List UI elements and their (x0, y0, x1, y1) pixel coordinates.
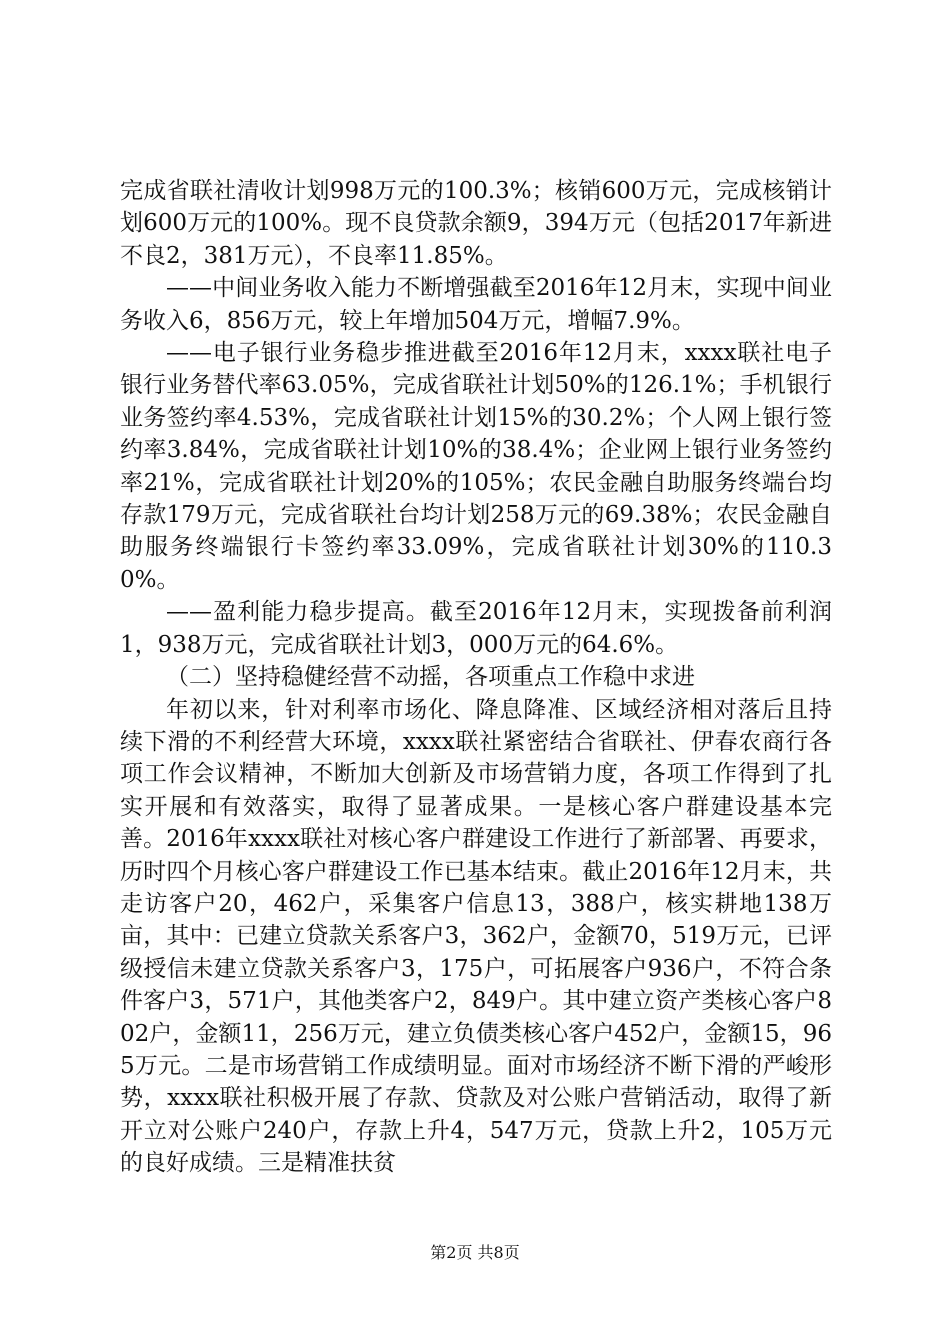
page-number-footer: 第2页 共8页 (430, 1243, 520, 1262)
paragraph-intermediate-business: ——中间业务收入能力不断增强截至2016年12月末，实现中间业务收入6，856万元，较上年增加504万元，增幅7.9%。 (120, 275, 832, 334)
paragraph-key-work: 年初以来，针对利率市场化、降息降准、区域经济相对落后且持续下滑的不利经营大环境，xxxx联社紧密结合省联社、伊春农商行各项工作会议精神，不断加大创新及市场营销力度，各项工作得到了扎实开展和有效落实，取得了显著成果。一是核心客户群建设基本完善。2016年xxxx联社对核心客户群建设工作进行了新部署、再要求，历时四个月核心客户群建设工作已基本结束。截止2016年12月末，共走访客户20，462户，采集客户信息13，388户，核实耕地138万亩，其中：已建立贷款关系客户3，362户，金额70，519万元，已评级授信未建立贷款关系客户3，175户，可拓展客户936户，不符合条件客户3，571户，其他类客户2，849户。其中建立资产类核心客户802户，金额11，256万元，建立负债类核心客户452户，金额15，965万元。二是市场营销工作成绩明显。面对市场经济不断下滑的严峻形势，xxxx联社积极开展了存款、贷款及对公账户营销活动，取得了新开立对公账户240户，存款上升4，547万元，贷款上升2，105万元的良好成绩。三是精准扶贫 (120, 696, 832, 1177)
section-heading: （二）坚持稳健经营不动摇，各项重点工作稳中求进 (166, 664, 695, 691)
document-body (120, 175, 832, 1180)
paragraph-electronic-banking: ——电子银行业务稳步推进截至2016年12月末，xxxx联社电子银行业务替代率63.05%，完成省联社计划50%的126.1%；手机银行业务签约率4.53%，完成省联社计划15%的30.2%；个人网上银行签约率3.84%，完成省联社计划10%的38.4%；企业网上银行业务签约率21%，完成省联社计划20%的105%；农民金融自助服务终端台均存款179万元，完成省联社台均计划258万元的69.38%；农民金融自助服务终端银行卡签约率33.09%，完成省联社计划30%的110.30%。 (120, 340, 832, 593)
paragraph-profitability: ——盈利能力稳步提高。截至2016年12月末，实现拨备前利润1，938万元，完成省联社计划3，000万元的64.6%。 (120, 599, 832, 658)
paragraph-continuation: 完成省联社清收计划998万元的100.3%；核销600万元，完成核销计划600万元的100%。现不良贷款余额9，394万元（包括2017年新进不良2，381万元），不良率11.85%。 (120, 178, 832, 269)
